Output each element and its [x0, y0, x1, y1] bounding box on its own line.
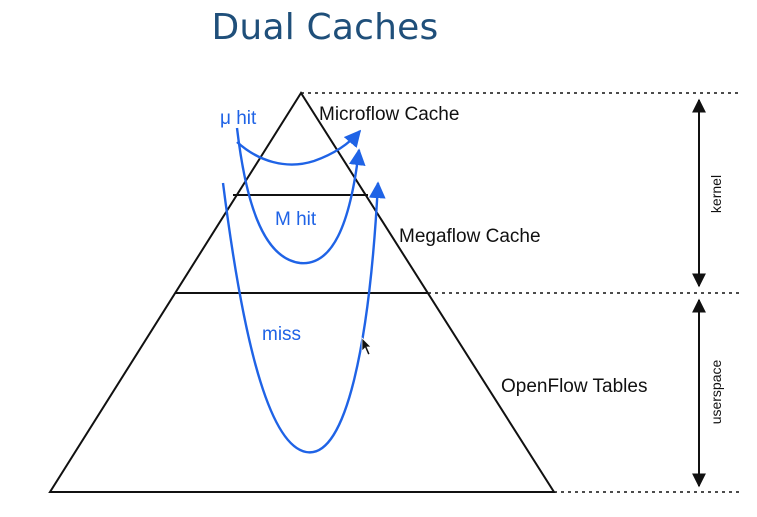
- microflow-hit-path: [237, 131, 360, 165]
- micro-hit-label: μ hit: [220, 108, 257, 129]
- kernel-label: kernel: [708, 174, 724, 214]
- openflow-tables-label: OpenFlow Tables: [501, 376, 648, 397]
- megaflow-cache-label: Megaflow Cache: [399, 226, 541, 247]
- miss-label: miss: [262, 324, 302, 345]
- mouse-cursor-icon: [362, 338, 371, 355]
- slide-title: Dual Caches: [211, 7, 439, 48]
- microflow-cache-label: Microflow Cache: [319, 104, 460, 125]
- mega-hit-label: M hit: [275, 209, 317, 230]
- userspace-label: userspace: [708, 359, 724, 425]
